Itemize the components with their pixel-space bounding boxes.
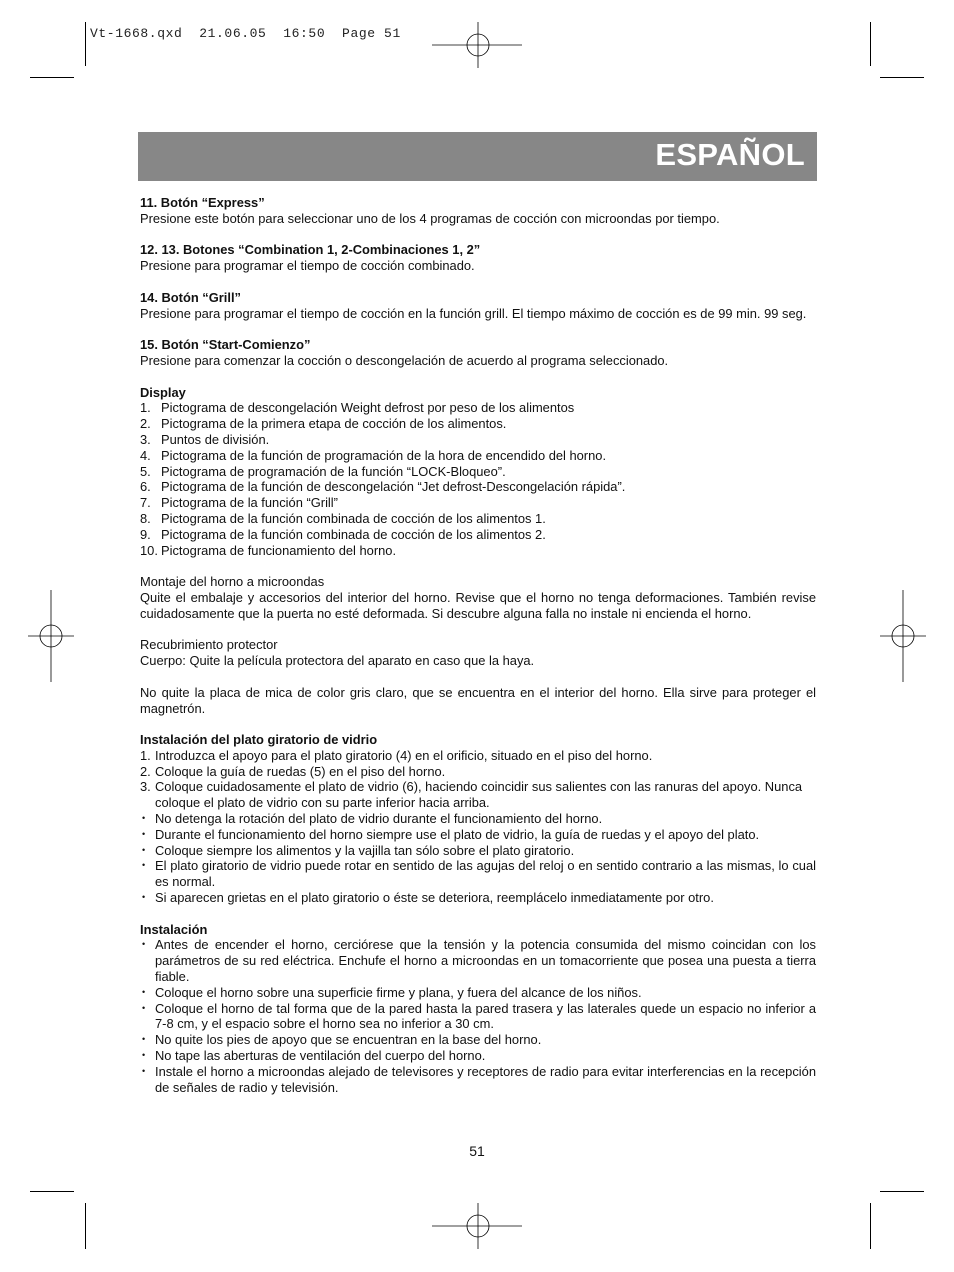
- item-text: Pictograma de la función de programación de la hora de encendido del horno.: [161, 447, 607, 463]
- list-item: [140, 479, 816, 495]
- display-list: [140, 400, 816, 558]
- section-subtitle: Montaje del horno a microondas: [140, 574, 325, 590]
- item-text: Pictograma de programación de la función “LOCK-Bloqueo”.: [161, 463, 506, 479]
- list-item: [140, 890, 816, 906]
- list-item: [140, 495, 816, 511]
- instalacion-bullets: [140, 937, 816, 1095]
- item-text: Pictograma de la función combinada de cocción de los alimentos 2.: [161, 526, 546, 542]
- section-grill-button: [140, 290, 816, 322]
- crop-mark-top-left-horizontal: [30, 77, 74, 78]
- item-number: 2.: [140, 763, 151, 779]
- item-text: Pictograma de la primera etapa de cocción de los alimentos.: [161, 416, 507, 432]
- item-text: Antes de encender el horno, cerciórese que la tensión y la potencia consumida del mismo coincidan con los parámetros de su red eléctrica. Enchufe el horno a microondas en un tomacorriente que posea una puesta a tierra fiable.: [155, 937, 816, 985]
- list-item: [140, 811, 816, 827]
- item-number: 1.: [140, 400, 151, 416]
- section-subtitle: Recubrimiento protector: [140, 637, 278, 653]
- item-text: El plato giratorio de vidrio puede rotar en sentido de las agujas del reloj o en sentido contrario a las mismas, lo cual es normal.: [155, 858, 816, 890]
- section-heading: 11. Botón “Express”: [140, 195, 265, 210]
- list-item: [140, 937, 816, 984]
- bullet-icon: •: [142, 813, 146, 824]
- list-item: [140, 543, 816, 559]
- section-text: Presione para programar el tiempo de cocción combinado.: [140, 258, 475, 274]
- section-mica-warning: [140, 685, 816, 717]
- item-number: 10.: [140, 542, 158, 558]
- bullet-icon: •: [142, 892, 146, 903]
- language-title: ESPAÑOL: [655, 137, 805, 172]
- registration-mark-left: [28, 590, 74, 682]
- item-text: No quite los pies de apoyo que se encuentran en la base del horno.: [155, 1032, 542, 1048]
- crop-mark-top-left-vertical: [85, 22, 86, 66]
- list-item: [140, 985, 816, 1001]
- item-number: 7.: [140, 495, 151, 511]
- crop-mark-bottom-right-horizontal: [880, 1191, 924, 1192]
- section-text: Cuerpo: Quite la película protectora del aparato en caso que la haya.: [140, 653, 535, 669]
- list-item: [140, 843, 816, 859]
- item-text: Pictograma de funcionamiento del horno.: [161, 542, 397, 558]
- section-text: No quite la placa de mica de color gris claro, que se encuentra en el interior del horno. Ella sirve para proteger el magnetrón.: [140, 684, 816, 716]
- item-number: 2.: [140, 416, 151, 432]
- item-text: Coloque siempre los alimentos y la vajilla tan sólo sobre el plato giratorio.: [155, 842, 575, 858]
- list-item: [140, 448, 816, 464]
- item-text: Instale el horno a microondas alejado de televisores y receptores de radio para evitar interferencias en la recepción de señales de radio y televisión.: [155, 1063, 816, 1095]
- list-item: [140, 827, 816, 843]
- section-start-button: [140, 337, 816, 369]
- item-text: Coloque el horno sobre una superficie firme y plana, y fuera del alcance de los niños.: [155, 984, 642, 1000]
- bullet-icon: •: [142, 1002, 146, 1013]
- section-combination-buttons: [140, 242, 816, 274]
- item-text: Introduzca el apoyo para el plato giratorio (4) en el orificio, situado en el piso del horno.: [155, 747, 653, 763]
- section-text: Quite el embalaje y accesorios del interior del horno. Revise que el horno no tenga deformaciones. También revise cuidadosamente que la puerta no esté deformada. Si descubre alguna falla no instale ni encienda el horno.: [140, 589, 816, 621]
- section-heading: Instalación: [140, 921, 208, 937]
- section-text: Presione este botón para seleccionar uno de los 4 programas de cocción con microondas por tiempo.: [140, 210, 720, 226]
- list-item: [140, 1001, 816, 1033]
- section-express-button: [140, 195, 816, 227]
- registration-mark-top: [432, 22, 524, 68]
- page-number: 51: [469, 1143, 485, 1159]
- item-number: 5.: [140, 463, 151, 479]
- bullet-icon: •: [142, 844, 146, 855]
- section-display: [140, 385, 816, 559]
- bullet-icon: •: [142, 1034, 146, 1045]
- bullet-icon: •: [142, 860, 146, 871]
- item-number: 4.: [140, 447, 151, 463]
- item-number: 1.: [140, 747, 151, 763]
- item-number: 9.: [140, 526, 151, 542]
- print-slug: Vt-1668.qxd 21.06.05 16:50 Page 51: [90, 26, 401, 41]
- list-item: [140, 779, 816, 811]
- registration-mark-right: [880, 590, 926, 682]
- item-number: 3.: [140, 431, 151, 447]
- crop-mark-bottom-right-vertical: [870, 1203, 871, 1249]
- crop-mark-bottom-left-vertical: [85, 1203, 86, 1249]
- item-number: 8.: [140, 510, 151, 526]
- list-item: [140, 1032, 816, 1048]
- language-header-bar: [138, 132, 817, 181]
- item-text: No detenga la rotación del plato de vidrio durante el funcionamiento del horno.: [155, 811, 603, 827]
- item-text: Si aparecen grietas en el plato giratorio o éste se deteriora, reemplácelo inmediatamente por otro.: [155, 890, 714, 906]
- bullet-icon: •: [142, 986, 146, 997]
- section-heading: 12. 13. Botones “Combination 1, 2-Combinaciones 1, 2”: [140, 242, 481, 258]
- item-text: Coloque la guía de ruedas (5) en el piso del horno.: [155, 763, 446, 779]
- section-text: Presione para programar el tiempo de cocción en la función grill. El tiempo máximo de cocción es de 99 min. 99 seg.: [140, 305, 807, 321]
- list-item: [140, 400, 816, 416]
- item-text: Durante el funcionamiento del horno siempre use el plato de vidrio, la guía de ruedas y el apoyo del plato.: [155, 826, 760, 842]
- crop-mark-top-right-vertical: [870, 22, 871, 66]
- list-item: [140, 748, 816, 764]
- list-item: [140, 416, 816, 432]
- section-plato-giratorio: [140, 732, 816, 906]
- bullet-icon: •: [142, 1050, 146, 1061]
- section-instalacion: [140, 922, 816, 1096]
- section-heading: 14. Botón “Grill”: [140, 289, 241, 305]
- plato-bullets: [140, 811, 816, 906]
- list-item: [140, 1064, 816, 1096]
- list-item: [140, 527, 816, 543]
- section-montaje: [140, 574, 816, 621]
- list-item: [140, 858, 816, 890]
- item-text: Pictograma de la función “Grill”: [161, 495, 338, 511]
- list-item: [140, 764, 816, 780]
- page-content: [140, 195, 816, 1111]
- section-heading: 15. Botón “Start-Comienzo”: [140, 337, 311, 353]
- bullet-icon: •: [142, 939, 146, 950]
- section-heading: Display: [140, 384, 186, 400]
- item-text: Pictograma de la función de descongelación “Jet defrost-Descongelación rápida”.: [161, 479, 626, 495]
- list-item: [140, 464, 816, 480]
- crop-mark-top-right-horizontal: [880, 77, 924, 78]
- item-text: Puntos de división.: [161, 431, 270, 447]
- section-text: Presione para comenzar la cocción o descongelación de acuerdo al programa seleccionado.: [140, 352, 669, 368]
- item-text: Pictograma de la función combinada de cocción de los alimentos 1.: [161, 510, 546, 526]
- item-number: 6.: [140, 479, 151, 495]
- item-text: Pictograma de descongelación Weight defrost por peso de los alimentos: [161, 400, 575, 416]
- item-text: No tape las aberturas de ventilación del cuerpo del horno.: [155, 1048, 486, 1064]
- item-text: Coloque el horno de tal forma que de la pared hasta la pared trasera y las laterales quede un espacio no inferior a 7-8 cm, y el espacio sobre el horno sea no inferior a 30 cm.: [155, 1000, 816, 1032]
- section-heading: Instalación del plato giratorio de vidrio: [140, 732, 378, 748]
- bullet-icon: •: [142, 1065, 146, 1076]
- list-item: [140, 511, 816, 527]
- bullet-icon: •: [142, 828, 146, 839]
- list-item: [140, 432, 816, 448]
- item-number: 3.: [140, 779, 151, 795]
- registration-mark-bottom: [432, 1203, 524, 1249]
- section-recubrimiento: [140, 637, 816, 669]
- list-item: [140, 1048, 816, 1064]
- item-text: Coloque cuidadosamente el plato de vidrio (6), haciendo coincidir sus salientes con las ranuras del apoyo. Nunca coloque el plato de vidrio con su parte inferior hacia arriba.: [155, 779, 803, 811]
- plato-steps: [140, 748, 816, 811]
- crop-mark-bottom-left-horizontal: [30, 1191, 74, 1192]
